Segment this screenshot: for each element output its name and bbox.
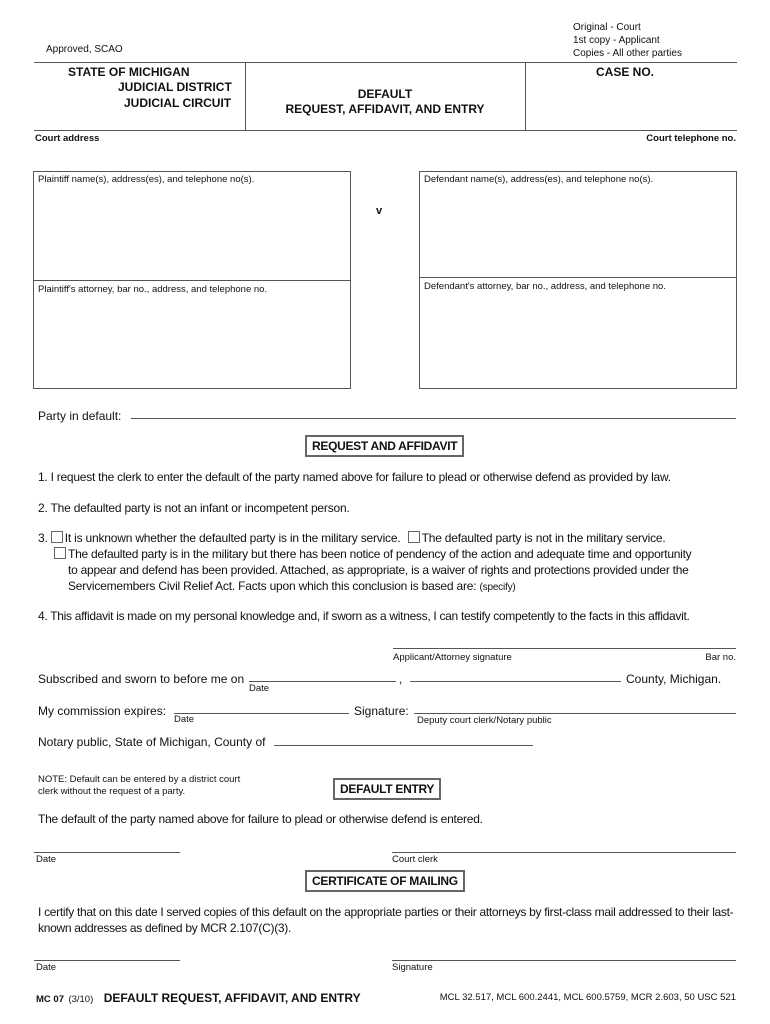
commission-date-field[interactable] (174, 713, 349, 714)
form-title-line2: REQUEST, AFFIDAVIT, AND ENTRY (285, 102, 485, 116)
plaintiff-label: Plaintiff name(s), address(es), and telephone no(s). (38, 174, 255, 185)
district-label: JUDICIAL DISTRICT (118, 80, 232, 94)
approved-label: Approved, SCAO (46, 44, 123, 55)
copy-line: Original - Court (573, 22, 641, 33)
item-3-number: 3. (38, 531, 48, 545)
party-in-default-label: Party in default: (38, 409, 122, 423)
mailing-date-label: Date (36, 962, 57, 973)
defendant-attorney-label: Defendant's attorney, bar no., address, and telephone no. (424, 281, 666, 292)
party-in-default-field[interactable] (131, 418, 736, 419)
applicant-signature-label: Applicant/Attorney signature (393, 652, 512, 663)
item-3-line4 (68, 579, 516, 593)
court-clerk-label: Court clerk (392, 854, 438, 865)
notary-signature-label: Signature: (354, 704, 409, 718)
mailing-text: I certify that on this date I served copies of this default on the appropriate parties or their attorneys by first-class mail addressed to their last-known addresses as defined by MCR 2.107(C)(3). (38, 905, 734, 935)
versus-label: v (376, 205, 383, 217)
defendant-box[interactable] (419, 171, 737, 389)
circuit-label: JUDICIAL CIRCUIT (124, 96, 232, 110)
certificate-of-mailing-title: CERTIFICATE OF MAILING (305, 870, 465, 892)
form-revision: (3/10) (68, 994, 94, 1005)
item-3-line2 (54, 547, 691, 561)
mailing-signature-label: Signature (392, 962, 433, 973)
case-no-label: CASE NO. (595, 65, 654, 79)
county-michigan-label: County, Michigan. (626, 672, 722, 686)
mailing-signature-line[interactable] (392, 960, 736, 961)
state-label: STATE OF MICHIGAN (68, 65, 190, 79)
notary-county-field[interactable] (274, 745, 533, 746)
item-1: 1. I request the clerk to enter the default of the party named above for failure to plead or otherwise defend as provided by law. (38, 470, 671, 484)
copy-line: 1st copy - Applicant (573, 35, 660, 46)
sworn-date-field[interactable] (249, 681, 396, 682)
footer-form-id (36, 989, 361, 1007)
in-military-text: The defaulted party is in the military but there has been notice of pendency of the action and adequate time and opportunity (68, 547, 692, 561)
facts-text: Servicemembers Civil Relief Act. Facts upon which this conclusion is based are: (68, 579, 477, 593)
court-address-label: Court address (35, 133, 100, 144)
deputy-clerk-label: Deputy court clerk/Notary public (417, 715, 552, 726)
commission-date-label: Date (174, 714, 195, 725)
in-military-checkbox[interactable] (54, 547, 66, 559)
copy-line: Copies - All other parties (573, 48, 682, 59)
not-military-text: The defaulted party is not in the military service. (421, 531, 666, 545)
plaintiff-attorney-label: Plaintiff's attorney, bar no., address, and telephone no. (38, 284, 268, 295)
sworn-date-label: Date (249, 683, 270, 694)
default-entry-title: DEFAULT ENTRY (333, 778, 441, 800)
item-3-line3: to appear and defend has been provided. Attached, as appropriate, is a waiver of rights and protections provided under the (68, 563, 689, 577)
copy-distribution (573, 21, 682, 60)
unknown-military-text: It is unknown whether the defaulted party is in the military service. (64, 531, 401, 545)
entry-text: The default of the party named above for failure to plead or otherwise defend is entered. (38, 812, 483, 826)
district-clerk-note: NOTE: Default can be entered by a district court clerk without the request of a party. (38, 774, 241, 797)
mailing-date-line[interactable] (34, 960, 180, 961)
header-top-rule (34, 62, 737, 63)
notary-signature-line[interactable] (414, 713, 736, 714)
form-title-line1: DEFAULT (357, 87, 413, 101)
notary-county-label: Notary public, State of Michigan, County of (38, 735, 266, 749)
item-3-line1 (38, 531, 666, 545)
subscribed-label: Subscribed and sworn to before me on (38, 672, 245, 686)
applicant-signature-line[interactable] (393, 648, 736, 649)
bar-no-label: Bar no. (705, 652, 736, 663)
entry-date-label: Date (36, 854, 57, 865)
unknown-military-checkbox[interactable] (51, 531, 63, 543)
court-clerk-line[interactable] (392, 852, 736, 853)
item-4: 4. This affidavit is made on my personal knowledge and, if sworn as a witness, I can testify competently to the facts in this affidavit. (38, 609, 690, 623)
footer-title: DEFAULT REQUEST, AFFIDAVIT, AND ENTRY (103, 991, 361, 1005)
commission-label: My commission expires: (38, 704, 167, 718)
request-affidavit-title: REQUEST AND AFFIDAVIT (305, 435, 464, 457)
plaintiff-box-divider (33, 280, 351, 281)
item-2: 2. The defaulted party is not an infant or incompetent person. (38, 501, 350, 515)
court-phone-label: Court telephone no. (646, 133, 736, 144)
comma: , (399, 672, 403, 686)
defendant-label: Defendant name(s), address(es), and telephone no(s). (424, 174, 654, 185)
defendant-box-divider (419, 277, 737, 278)
footer-references: MCL 32.517, MCL 600.2441, MCL 600.5759, MCR 2.603, 50 USC 521 (439, 992, 736, 1003)
entry-date-line[interactable] (34, 852, 180, 853)
specify-label: (specify) (479, 582, 516, 593)
header-bottom-rule (34, 130, 737, 131)
county-field[interactable] (410, 681, 621, 682)
not-military-checkbox[interactable] (408, 531, 420, 543)
form-number: MC 07 (36, 994, 64, 1005)
